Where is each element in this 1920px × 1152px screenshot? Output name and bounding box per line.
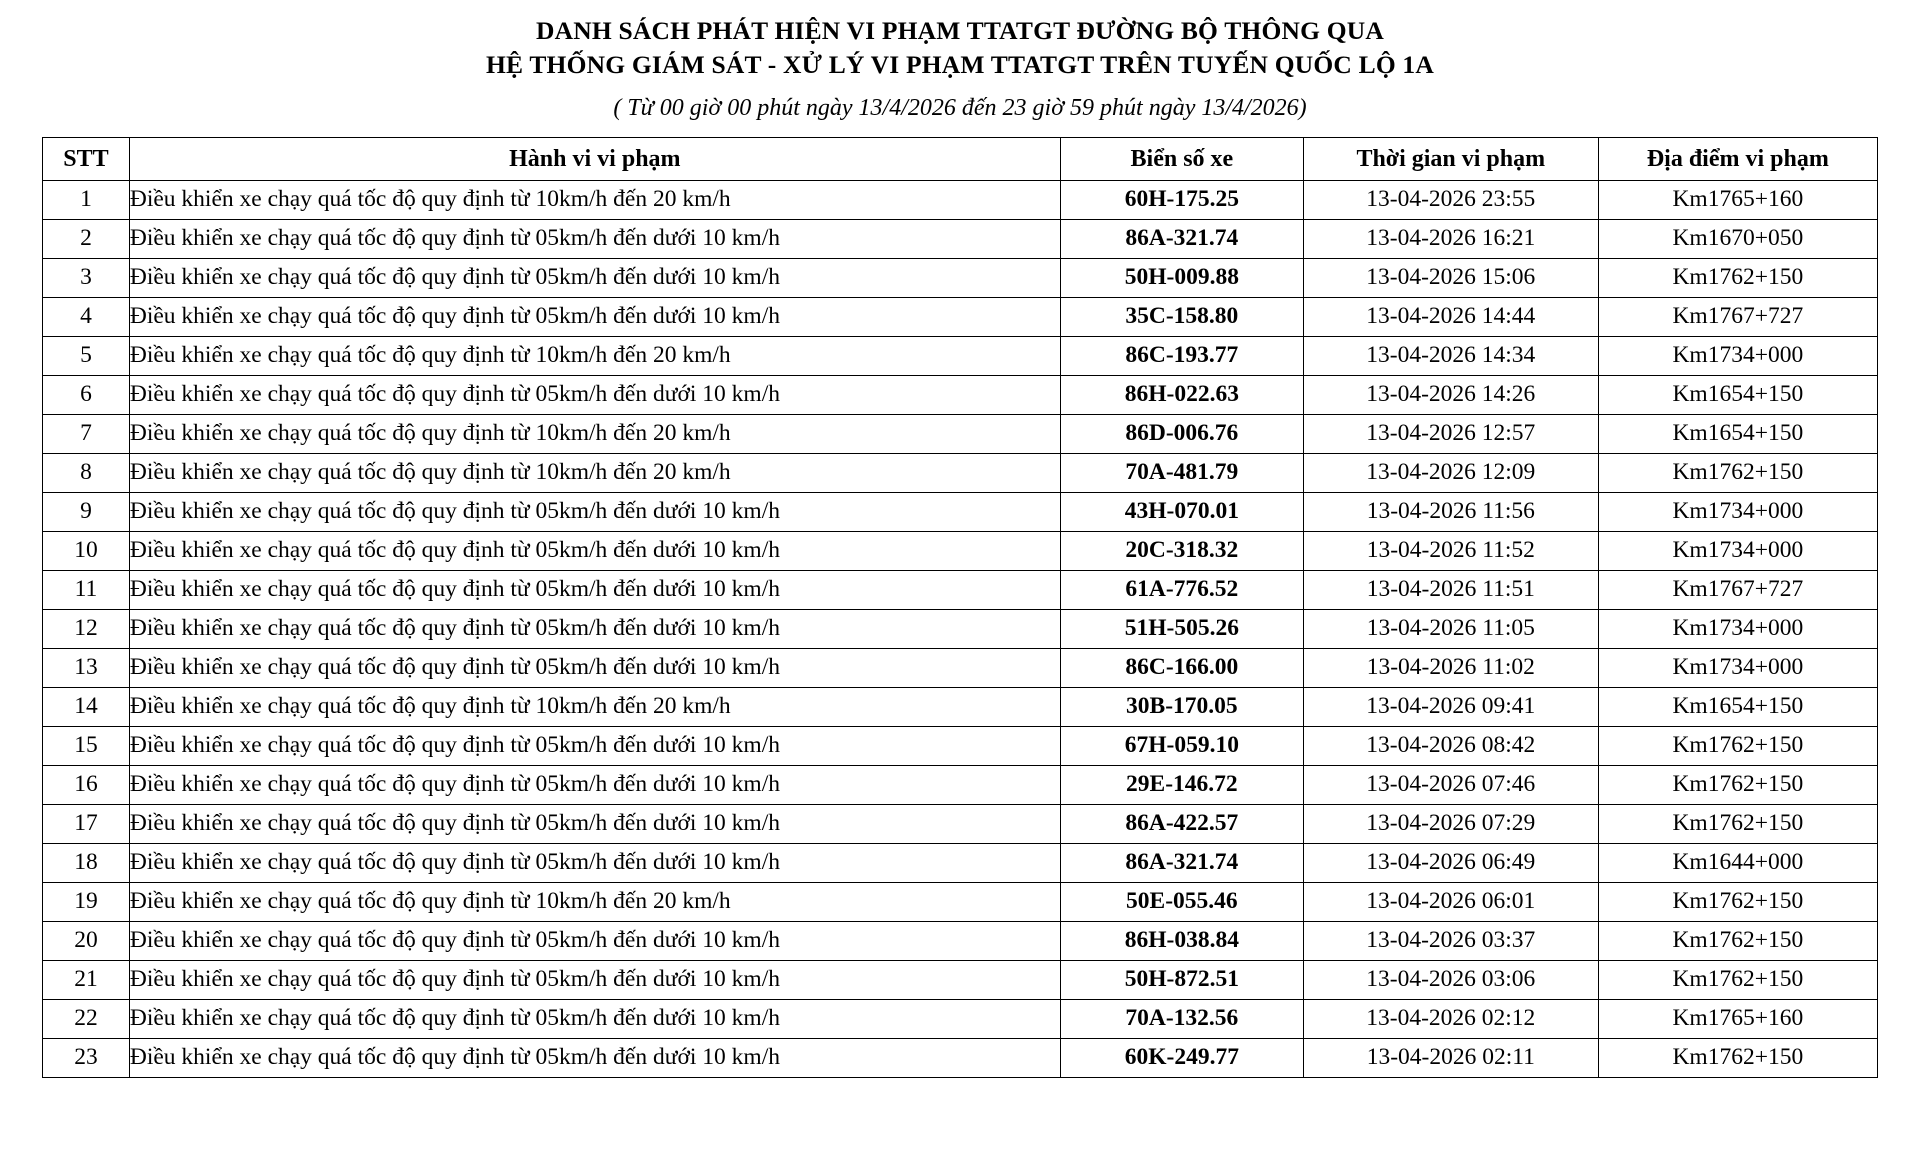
- cell-thoi-gian: 13-04-2026 08:42: [1303, 727, 1598, 766]
- cell-hanh-vi: Điều khiển xe chạy quá tốc độ quy định từ 10km/h đến 20 km/h: [129, 454, 1060, 493]
- column-header-hanh-vi: Hành vi vi phạm: [129, 138, 1060, 181]
- cell-bien-so: 86H-038.84: [1060, 922, 1303, 961]
- table-row: [43, 766, 1878, 805]
- document-header: [40, 14, 1880, 127]
- cell-dia-diem: Km1765+160: [1598, 181, 1877, 220]
- document-title-line-1: DANH SÁCH PHÁT HIỆN VI PHẠM TTATGT ĐƯỜNG BỘ THÔNG QUA: [536, 16, 1384, 45]
- cell-dia-diem: Km1762+150: [1598, 961, 1877, 1000]
- table-row: [43, 415, 1878, 454]
- cell-stt: 23: [43, 1039, 130, 1078]
- cell-stt: 5: [43, 337, 130, 376]
- cell-stt: 19: [43, 883, 130, 922]
- table-row: [43, 922, 1878, 961]
- cell-stt: 14: [43, 688, 130, 727]
- cell-dia-diem: Km1762+150: [1598, 883, 1877, 922]
- cell-bien-so: 86A-321.74: [1060, 220, 1303, 259]
- column-header-thoi-gian: Thời gian vi phạm: [1303, 138, 1598, 181]
- cell-dia-diem: Km1767+727: [1598, 571, 1877, 610]
- cell-thoi-gian: 13-04-2026 15:06: [1303, 259, 1598, 298]
- cell-stt: 1: [43, 181, 130, 220]
- cell-thoi-gian: 13-04-2026 11:51: [1303, 571, 1598, 610]
- table-row: [43, 376, 1878, 415]
- cell-bien-so: 86D-006.76: [1060, 415, 1303, 454]
- column-header-bien-so: Biển số xe: [1060, 138, 1303, 181]
- cell-hanh-vi: Điều khiển xe chạy quá tốc độ quy định từ 05km/h đến dưới 10 km/h: [129, 766, 1060, 805]
- cell-thoi-gian: 13-04-2026 11:56: [1303, 493, 1598, 532]
- cell-thoi-gian: 13-04-2026 11:52: [1303, 532, 1598, 571]
- cell-hanh-vi: Điều khiển xe chạy quá tốc độ quy định từ 05km/h đến dưới 10 km/h: [129, 1039, 1060, 1078]
- cell-bien-so: 67H-059.10: [1060, 727, 1303, 766]
- cell-dia-diem: Km1762+150: [1598, 454, 1877, 493]
- cell-dia-diem: Km1734+000: [1598, 532, 1877, 571]
- cell-hanh-vi: Điều khiển xe chạy quá tốc độ quy định từ 10km/h đến 20 km/h: [129, 337, 1060, 376]
- cell-bien-so: 86H-022.63: [1060, 376, 1303, 415]
- cell-bien-so: 50E-055.46: [1060, 883, 1303, 922]
- document-subtitle-period: ( Từ 00 giờ 00 phút ngày 13/4/2026 đến 23 giờ 59 phút ngày 13/4/2026): [613, 94, 1307, 121]
- cell-dia-diem: Km1762+150: [1598, 922, 1877, 961]
- cell-hanh-vi: Điều khiển xe chạy quá tốc độ quy định từ 05km/h đến dưới 10 km/h: [129, 649, 1060, 688]
- cell-thoi-gian: 13-04-2026 09:41: [1303, 688, 1598, 727]
- cell-hanh-vi: Điều khiển xe chạy quá tốc độ quy định từ 10km/h đến 20 km/h: [129, 415, 1060, 454]
- table-header-row: [43, 138, 1878, 181]
- cell-stt: 6: [43, 376, 130, 415]
- cell-thoi-gian: 13-04-2026 14:26: [1303, 376, 1598, 415]
- cell-bien-so: 51H-505.26: [1060, 610, 1303, 649]
- cell-hanh-vi: Điều khiển xe chạy quá tốc độ quy định từ 05km/h đến dưới 10 km/h: [129, 844, 1060, 883]
- cell-hanh-vi: Điều khiển xe chạy quá tốc độ quy định từ 05km/h đến dưới 10 km/h: [129, 1000, 1060, 1039]
- cell-dia-diem: Km1767+727: [1598, 298, 1877, 337]
- cell-hanh-vi: Điều khiển xe chạy quá tốc độ quy định từ 10km/h đến 20 km/h: [129, 688, 1060, 727]
- column-header-dia-diem: Địa điểm vi phạm: [1598, 138, 1877, 181]
- cell-hanh-vi: Điều khiển xe chạy quá tốc độ quy định từ 05km/h đến dưới 10 km/h: [129, 298, 1060, 337]
- cell-dia-diem: Km1654+150: [1598, 376, 1877, 415]
- cell-stt: 10: [43, 532, 130, 571]
- cell-dia-diem: Km1762+150: [1598, 805, 1877, 844]
- table-row: [43, 1000, 1878, 1039]
- cell-bien-so: 70A-481.79: [1060, 454, 1303, 493]
- cell-stt: 12: [43, 610, 130, 649]
- cell-stt: 2: [43, 220, 130, 259]
- cell-stt: 13: [43, 649, 130, 688]
- cell-dia-diem: Km1762+150: [1598, 766, 1877, 805]
- cell-bien-so: 30B-170.05: [1060, 688, 1303, 727]
- table-row: [43, 298, 1878, 337]
- cell-stt: 18: [43, 844, 130, 883]
- cell-dia-diem: Km1765+160: [1598, 1000, 1877, 1039]
- table-row: [43, 571, 1878, 610]
- document-title-line-2: HỆ THỐNG GIÁM SÁT - XỬ LÝ VI PHẠM TTATGT TRÊN TUYẾN QUỐC LỘ 1A: [485, 50, 1435, 80]
- cell-stt: 22: [43, 1000, 130, 1039]
- cell-thoi-gian: 13-04-2026 16:21: [1303, 220, 1598, 259]
- table-row: [43, 805, 1878, 844]
- cell-dia-diem: Km1670+050: [1598, 220, 1877, 259]
- cell-thoi-gian: 13-04-2026 06:49: [1303, 844, 1598, 883]
- table-row: [43, 727, 1878, 766]
- cell-bien-so: 35C-158.80: [1060, 298, 1303, 337]
- cell-thoi-gian: 13-04-2026 02:11: [1303, 1039, 1598, 1078]
- cell-stt: 9: [43, 493, 130, 532]
- cell-thoi-gian: 13-04-2026 14:34: [1303, 337, 1598, 376]
- table-row: [43, 493, 1878, 532]
- violations-table: [42, 137, 1878, 1078]
- cell-dia-diem: Km1654+150: [1598, 415, 1877, 454]
- cell-dia-diem: Km1762+150: [1598, 1039, 1877, 1078]
- cell-stt: 4: [43, 298, 130, 337]
- cell-thoi-gian: 13-04-2026 14:44: [1303, 298, 1598, 337]
- cell-stt: 3: [43, 259, 130, 298]
- cell-hanh-vi: Điều khiển xe chạy quá tốc độ quy định từ 05km/h đến dưới 10 km/h: [129, 805, 1060, 844]
- table-row: [43, 688, 1878, 727]
- cell-dia-diem: Km1734+000: [1598, 337, 1877, 376]
- cell-hanh-vi: Điều khiển xe chạy quá tốc độ quy định từ 05km/h đến dưới 10 km/h: [129, 376, 1060, 415]
- cell-stt: 17: [43, 805, 130, 844]
- table-row: [43, 961, 1878, 1000]
- cell-thoi-gian: 13-04-2026 07:46: [1303, 766, 1598, 805]
- cell-hanh-vi: Điều khiển xe chạy quá tốc độ quy định từ 05km/h đến dưới 10 km/h: [129, 610, 1060, 649]
- table-row: [43, 844, 1878, 883]
- cell-dia-diem: Km1734+000: [1598, 649, 1877, 688]
- cell-bien-so: 29E-146.72: [1060, 766, 1303, 805]
- table-row: [43, 883, 1878, 922]
- table-row: [43, 649, 1878, 688]
- cell-bien-so: 61A-776.52: [1060, 571, 1303, 610]
- table-row: [43, 454, 1878, 493]
- table-row: [43, 610, 1878, 649]
- cell-thoi-gian: 13-04-2026 06:01: [1303, 883, 1598, 922]
- column-header-stt: STT: [43, 138, 130, 181]
- cell-dia-diem: Km1762+150: [1598, 259, 1877, 298]
- cell-bien-so: 50H-009.88: [1060, 259, 1303, 298]
- cell-thoi-gian: 13-04-2026 11:05: [1303, 610, 1598, 649]
- cell-dia-diem: Km1734+000: [1598, 610, 1877, 649]
- cell-dia-diem: Km1644+000: [1598, 844, 1877, 883]
- cell-thoi-gian: 13-04-2026 07:29: [1303, 805, 1598, 844]
- cell-bien-so: 86A-321.74: [1060, 844, 1303, 883]
- cell-bien-so: 50H-872.51: [1060, 961, 1303, 1000]
- cell-thoi-gian: 13-04-2026 02:12: [1303, 1000, 1598, 1039]
- cell-hanh-vi: Điều khiển xe chạy quá tốc độ quy định từ 10km/h đến 20 km/h: [129, 181, 1060, 220]
- cell-hanh-vi: Điều khiển xe chạy quá tốc độ quy định từ 05km/h đến dưới 10 km/h: [129, 220, 1060, 259]
- cell-bien-so: 60K-249.77: [1060, 1039, 1303, 1078]
- cell-thoi-gian: 13-04-2026 12:57: [1303, 415, 1598, 454]
- cell-hanh-vi: Điều khiển xe chạy quá tốc độ quy định từ 05km/h đến dưới 10 km/h: [129, 493, 1060, 532]
- cell-bien-so: 20C-318.32: [1060, 532, 1303, 571]
- cell-stt: 11: [43, 571, 130, 610]
- cell-stt: 7: [43, 415, 130, 454]
- cell-hanh-vi: Điều khiển xe chạy quá tốc độ quy định từ 10km/h đến 20 km/h: [129, 883, 1060, 922]
- cell-stt: 8: [43, 454, 130, 493]
- cell-stt: 16: [43, 766, 130, 805]
- cell-thoi-gian: 13-04-2026 03:37: [1303, 922, 1598, 961]
- table-row: [43, 259, 1878, 298]
- cell-stt: 21: [43, 961, 130, 1000]
- cell-thoi-gian: 13-04-2026 23:55: [1303, 181, 1598, 220]
- cell-bien-so: 86C-193.77: [1060, 337, 1303, 376]
- cell-bien-so: 86A-422.57: [1060, 805, 1303, 844]
- cell-hanh-vi: Điều khiển xe chạy quá tốc độ quy định từ 05km/h đến dưới 10 km/h: [129, 571, 1060, 610]
- cell-stt: 15: [43, 727, 130, 766]
- cell-dia-diem: Km1734+000: [1598, 493, 1877, 532]
- table-row: [43, 1039, 1878, 1078]
- cell-thoi-gian: 13-04-2026 03:06: [1303, 961, 1598, 1000]
- cell-hanh-vi: Điều khiển xe chạy quá tốc độ quy định từ 05km/h đến dưới 10 km/h: [129, 727, 1060, 766]
- cell-dia-diem: Km1654+150: [1598, 688, 1877, 727]
- cell-hanh-vi: Điều khiển xe chạy quá tốc độ quy định từ 05km/h đến dưới 10 km/h: [129, 259, 1060, 298]
- cell-bien-so: 70A-132.56: [1060, 1000, 1303, 1039]
- cell-bien-so: 60H-175.25: [1060, 181, 1303, 220]
- table-row: [43, 181, 1878, 220]
- cell-stt: 20: [43, 922, 130, 961]
- cell-hanh-vi: Điều khiển xe chạy quá tốc độ quy định từ 05km/h đến dưới 10 km/h: [129, 532, 1060, 571]
- table-row: [43, 532, 1878, 571]
- cell-bien-so: 86C-166.00: [1060, 649, 1303, 688]
- table-row: [43, 220, 1878, 259]
- table-header: [43, 138, 1878, 181]
- cell-thoi-gian: 13-04-2026 11:02: [1303, 649, 1598, 688]
- cell-hanh-vi: Điều khiển xe chạy quá tốc độ quy định từ 05km/h đến dưới 10 km/h: [129, 961, 1060, 1000]
- table-row: [43, 337, 1878, 376]
- cell-thoi-gian: 13-04-2026 12:09: [1303, 454, 1598, 493]
- cell-hanh-vi: Điều khiển xe chạy quá tốc độ quy định từ 05km/h đến dưới 10 km/h: [129, 922, 1060, 961]
- table-body: [43, 181, 1878, 1078]
- cell-bien-so: 43H-070.01: [1060, 493, 1303, 532]
- cell-dia-diem: Km1762+150: [1598, 727, 1877, 766]
